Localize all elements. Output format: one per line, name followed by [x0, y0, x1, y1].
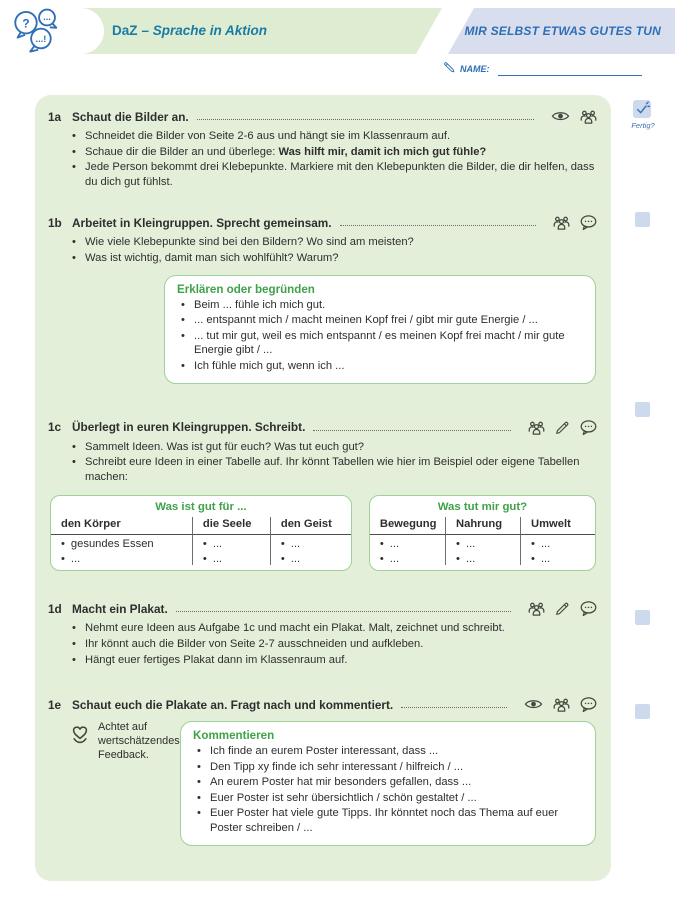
column-header: Bewegung	[370, 517, 445, 535]
table-was-tut-mir-gut	[369, 495, 596, 571]
task-header-1b	[48, 213, 598, 232]
phrase-item: • Ich fühle mich gut, wenn ich ...	[181, 359, 583, 374]
phrase-item: • Beim ... fühle ich mich gut.	[181, 298, 583, 313]
table-cell: • ...	[270, 535, 351, 550]
table-cell: • ...	[192, 535, 270, 550]
table-cell: • gesundes Essen	[51, 535, 192, 550]
name-label: NAME:	[460, 64, 490, 74]
table-grid	[370, 517, 595, 570]
task-number: 1a	[48, 109, 62, 124]
table-cell: • ...	[445, 535, 520, 550]
done-checkbox-1e[interactable]	[635, 704, 650, 719]
dotted-leader	[176, 611, 511, 612]
instruction-list	[72, 621, 598, 667]
speech-bubble-icon	[579, 418, 598, 437]
group-icon	[552, 695, 571, 714]
table-cell: • ...	[520, 535, 595, 550]
phrase-item: • ... entspannt mich / macht meinen Kopf frei / gibt mir gute Energie / ...	[181, 313, 583, 328]
instruction-list	[72, 440, 598, 485]
phrase-item: • Den Tipp xy finde ich sehr interessant / hilfreich / ...	[197, 760, 583, 775]
instruction-item: • Wie viele Klebepunkte sind bei den Bildern? Wo sind am meisten?	[72, 235, 598, 250]
phrase-box-erklaeren	[164, 275, 596, 384]
instruction-item: • Was ist wichtig, damit man sich wohlfühlt? Warum?	[72, 251, 598, 266]
phrase-list	[181, 298, 583, 374]
svg-text:...: ...	[43, 11, 51, 22]
speech-bubbles-logo	[12, 6, 68, 58]
table-cell: • ...	[520, 550, 595, 565]
table-cell: • ...	[270, 550, 351, 565]
task-title: Macht ein Plakat.	[72, 601, 168, 616]
brand-bold: DaZ	[112, 23, 138, 38]
pencil-icon	[554, 599, 571, 618]
done-label: Fertig?	[631, 121, 655, 130]
task-number: 1b	[48, 215, 62, 230]
instruction-list	[72, 235, 598, 265]
task-number: 1e	[48, 697, 62, 712]
instruction-item: • Ihr könnt auch die Bilder von Seite 2-7 ausschneiden und aufkleben.	[72, 637, 598, 652]
task-header-1e	[48, 695, 598, 714]
table-cell: • ...	[51, 550, 192, 565]
phrase-list	[197, 744, 583, 836]
task-title: Schaut euch die Plakate an. Fragt nach und kommentiert.	[72, 697, 394, 712]
task-1e-content	[48, 721, 598, 846]
done-checkbox-1a[interactable]	[633, 100, 651, 118]
task-header-1d	[48, 599, 598, 618]
instruction-item: • Nehmt eure Ideen aus Aufgabe 1c und macht ein Plakat. Malt, zeichnet und schreibt.	[72, 621, 598, 636]
phrase-box-title: Kommentieren	[193, 729, 275, 743]
eye-icon	[550, 107, 571, 126]
group-icon	[527, 599, 546, 618]
table-grid	[51, 517, 351, 570]
task-section-1b	[48, 213, 598, 383]
instruction-item: • Schaue dir die Bilder an und überlege: Was hilft mir, damit ich mich gut fühle?	[72, 145, 598, 160]
task-header-1c	[48, 418, 598, 437]
phrase-item: • Euer Poster ist sehr übersichtlich / schön gestaltet / ...	[197, 791, 583, 806]
group-icon	[527, 418, 546, 437]
eye-icon	[523, 695, 544, 714]
feedback-note	[48, 721, 180, 846]
table-cell: • ...	[445, 550, 520, 565]
phrase-box-kommentieren	[180, 721, 596, 846]
task-section-1e	[48, 695, 598, 846]
speech-bubble-icon	[579, 213, 598, 232]
column-header: den Geist	[270, 517, 351, 535]
table-title: Was tut mir gut?	[437, 501, 528, 514]
column-header: den Körper	[51, 517, 192, 535]
task-number: 1d	[48, 601, 62, 616]
dotted-leader	[340, 225, 536, 226]
table-cell: • ...	[370, 550, 445, 565]
example-tables	[50, 495, 596, 571]
task-section-1d	[48, 599, 598, 667]
task-title: Arbeitet in Kleingruppen. Sprecht gemeinsam.	[72, 215, 332, 230]
phrase-item: • An eurem Poster hat mir besonders gefallen, dass ...	[197, 775, 583, 790]
column-header: Umwelt	[520, 517, 595, 535]
instruction-item: • Hängt euer fertiges Plakat dann im Klassenraum auf.	[72, 653, 598, 668]
instruction-item: • Schneidet die Bilder von Seite 2-6 aus und hängt sie im Klassenraum auf.	[72, 129, 598, 144]
task-section-1a	[48, 107, 598, 189]
instruction-list	[72, 129, 598, 189]
dotted-leader	[401, 707, 507, 708]
name-input[interactable]	[498, 61, 643, 76]
task-header-1a	[48, 107, 598, 126]
page-header	[0, 8, 675, 54]
speech-bubble-icon	[579, 599, 598, 618]
name-row	[442, 60, 642, 76]
group-icon	[579, 107, 598, 126]
pencil-icon	[442, 60, 456, 74]
heart-in-hands-icon	[68, 722, 92, 746]
done-checkbox-1d[interactable]	[635, 610, 650, 625]
instruction-item: • Sammelt Ideen. Was ist gut für euch? Was tut euch gut?	[72, 440, 598, 455]
phrase-item: • Euer Poster hat viele gute Tipps. Ihr könntet noch das Thema auf euer Poster schreiben / ...	[197, 806, 583, 835]
column-header: Nahrung	[445, 517, 520, 535]
brand-title	[112, 8, 267, 54]
group-icon	[552, 213, 571, 232]
tasks-panel	[35, 95, 611, 881]
done-checkbox-1b[interactable]	[635, 212, 650, 227]
phrase-box-title: Erklären oder begründen	[177, 282, 315, 296]
dotted-leader	[197, 119, 534, 120]
column-header: die Seele	[192, 517, 270, 535]
table-cell: • ...	[370, 535, 445, 550]
phrase-item: • Ich finde an eurem Poster interessant, dass ...	[197, 744, 583, 759]
phrase-item: • ... tut mir gut, weil es mich entspannt / es meinen Kopf frei macht / mir gute Energie gibt / ...	[181, 329, 583, 358]
svg-text:...!: ...!	[35, 33, 47, 44]
task-title: Überlegt in euren Kleingruppen. Schreibt.	[72, 420, 306, 435]
task-title: Schaut die Bilder an.	[72, 109, 189, 124]
speech-bubble-icon	[579, 695, 598, 714]
instruction-item: • Schreibt eure Ideen in einer Tabelle auf. Ihr könnt Tabellen wie hier im Beispiel oder eigene Tabellen machen:	[72, 455, 598, 484]
table-cell: • ...	[192, 550, 270, 565]
done-checkbox-1c[interactable]	[635, 402, 650, 417]
pencil-icon	[554, 418, 571, 437]
checkmark-icon	[634, 104, 650, 121]
topic-title: MIR SELBST ETWAS GUTES TUN	[464, 24, 661, 38]
table-title: Was ist gut für ...	[155, 501, 247, 514]
brand-subtitle: – Sprache in Aktion	[141, 23, 268, 38]
instruction-item: • Jede Person bekommt drei Klebepunkte. Markiere mit den Klebepunkten die Bilder, die dir helfen, dass du dich gut fühlst.	[72, 160, 598, 189]
task-number: 1c	[48, 420, 62, 435]
feedback-note-text: Achtet auf wertschätzendes Feedback.	[98, 721, 180, 761]
task-section-1c	[48, 418, 598, 572]
svg-text:?: ?	[22, 16, 30, 31]
dotted-leader	[313, 430, 511, 431]
table-was-ist-gut-fuer	[50, 495, 352, 571]
